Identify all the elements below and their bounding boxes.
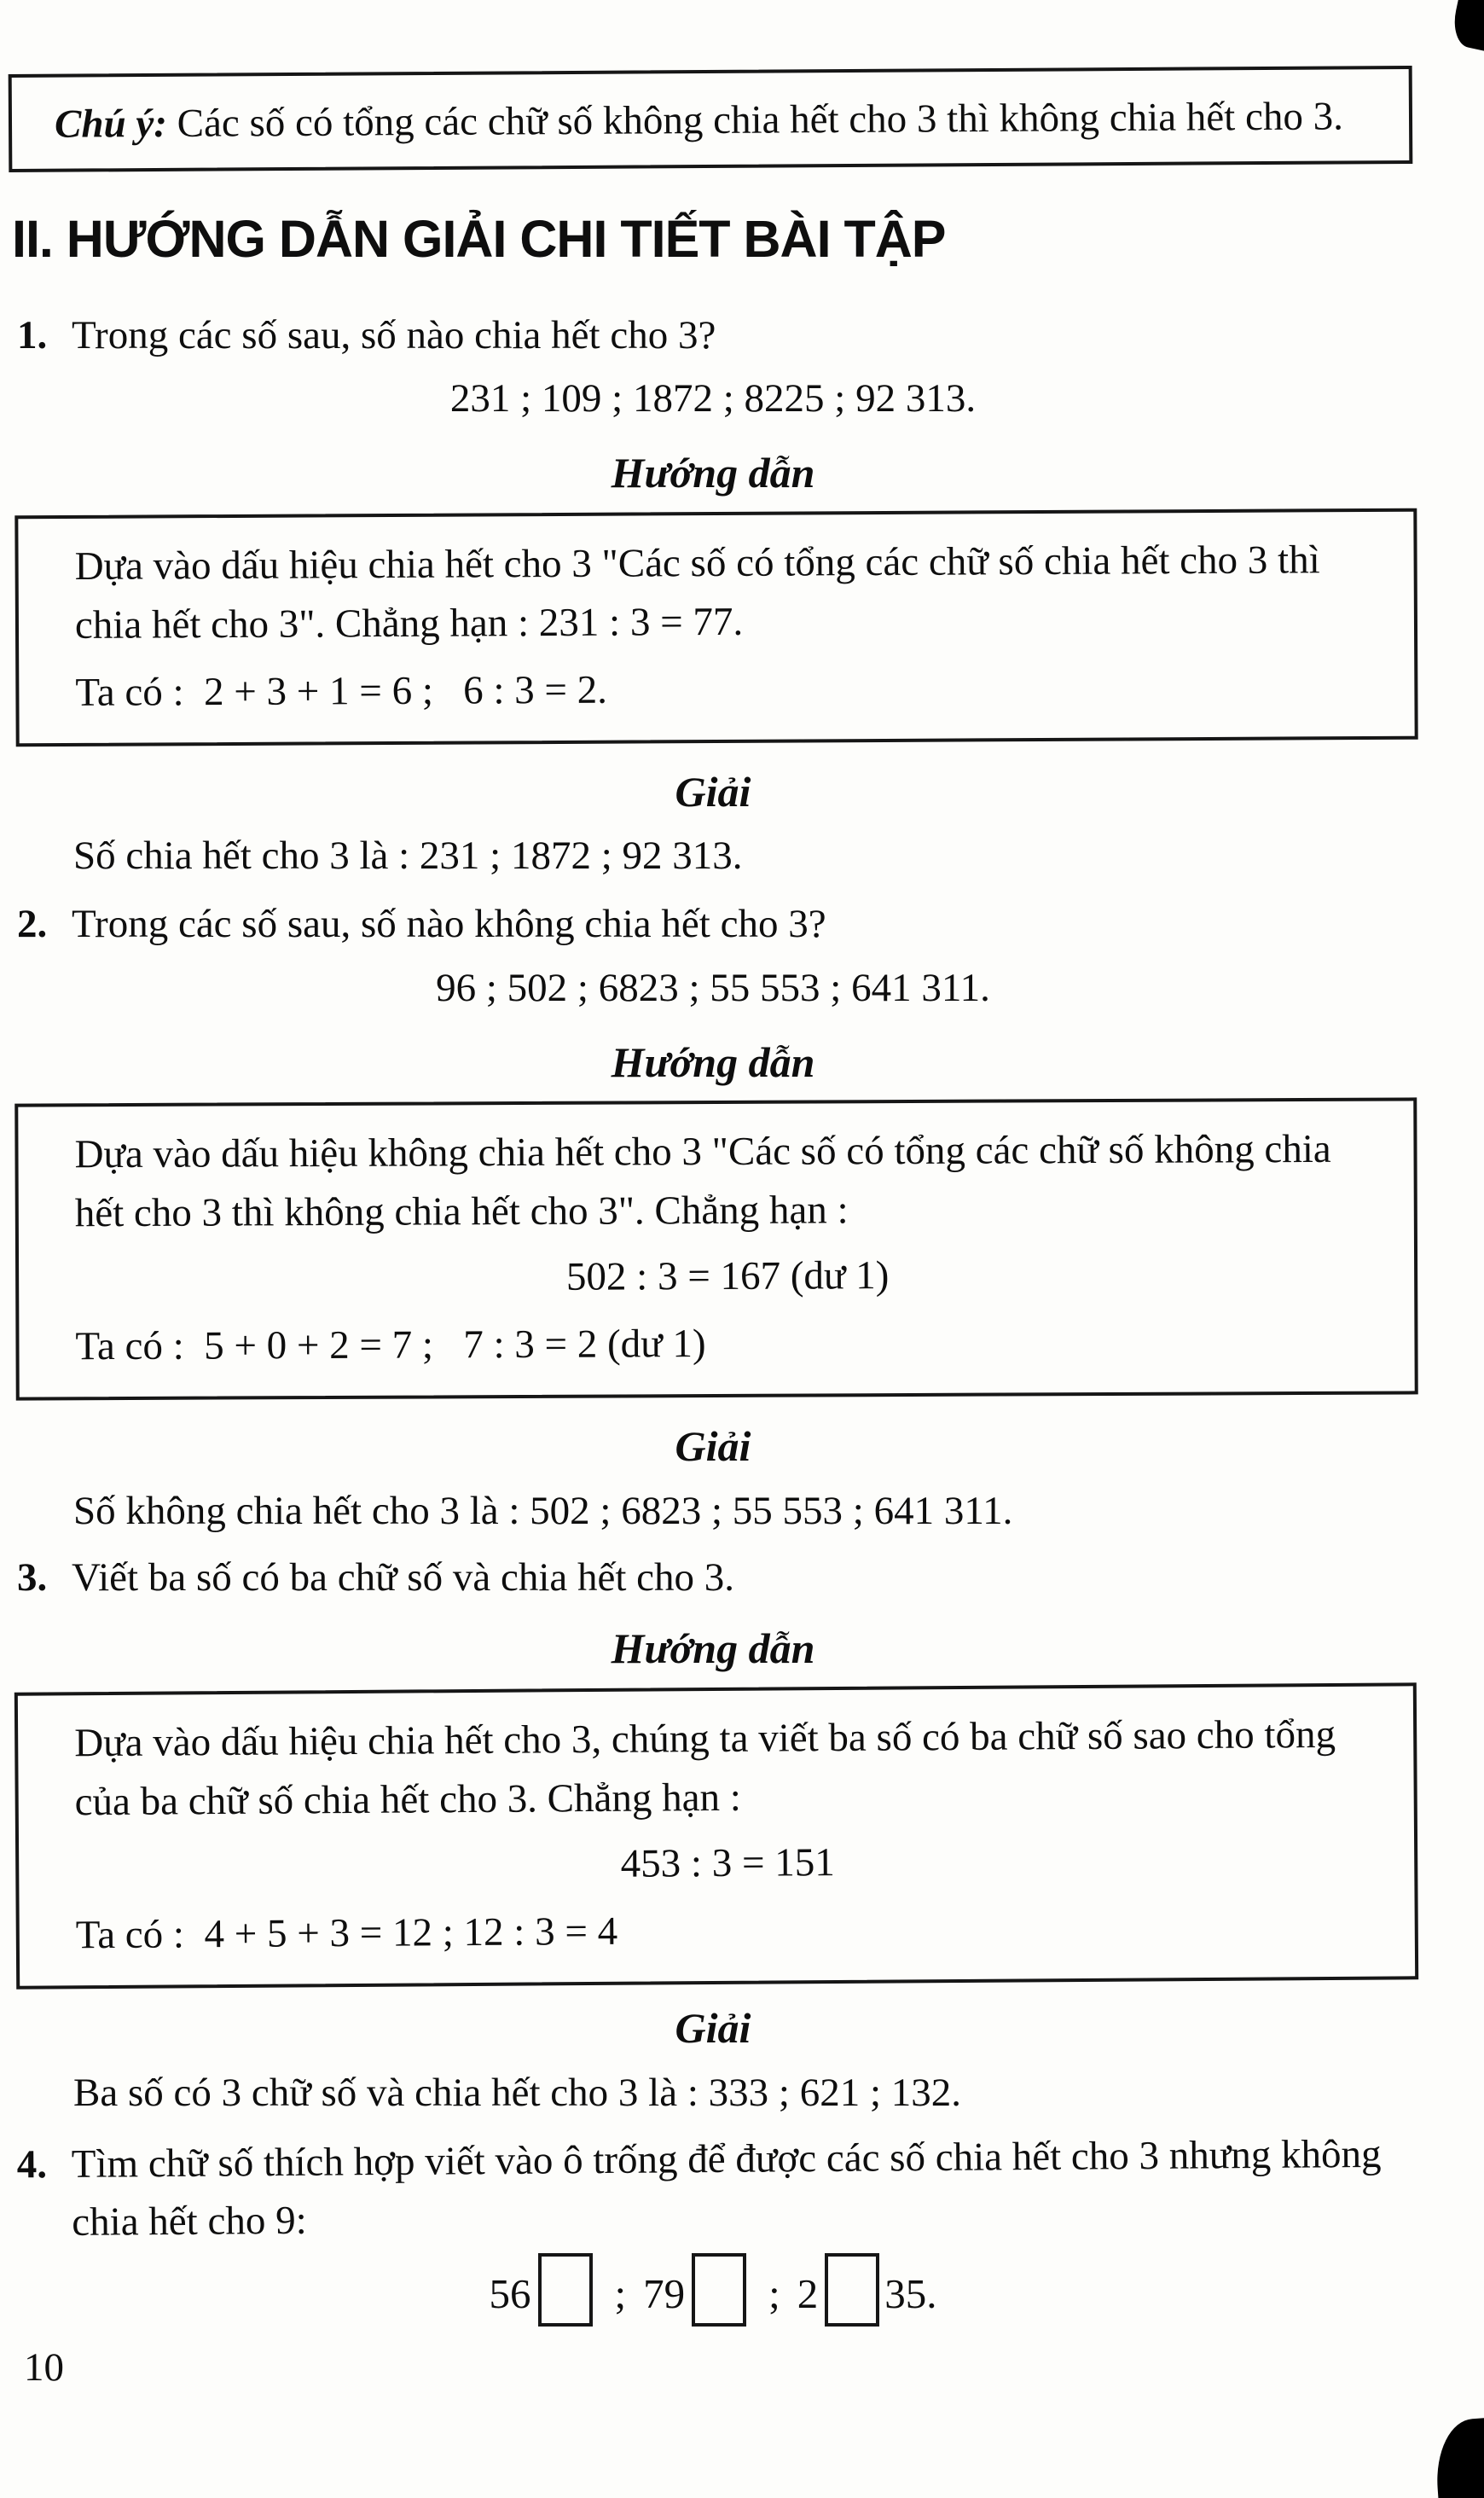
problem-4-blanks-line — [17, 2253, 1409, 2327]
note-body: Các số có tổng các chữ số không chia hết cho 3 thì không chia hết cho 3. — [177, 94, 1344, 146]
problem-4-question: Tìm chữ số thích hợp viết vào ô trống để được các số chia hết cho 3 nhưng không chia hết cho 9: — [71, 2131, 1382, 2245]
solution-heading-3: Giải — [675, 2004, 751, 2053]
guide-heading-2: Hướng dẫn — [611, 1037, 815, 1086]
section-heading: II. HƯỚNG DẪN GIẢI CHI TIẾT BÀI TẬP — [12, 209, 946, 268]
blank-prefix-1: 56 — [489, 2270, 531, 2317]
guide-heading-1: Hướng dẫn — [611, 449, 815, 497]
problem-4-number: 4. — [16, 2141, 48, 2187]
blank-separator-1: ; — [614, 2270, 627, 2317]
blank-box-3[interactable] — [825, 2253, 879, 2327]
blank-box-2[interactable] — [692, 2253, 746, 2327]
problem-3 — [17, 1548, 1409, 1606]
problem-2 — [17, 895, 1409, 953]
blank-prefix-2: 79 — [643, 2270, 686, 2317]
scan-artifact-top-right-icon — [1449, 0, 1484, 51]
problem-4 — [16, 2124, 1409, 2251]
guide-3-intro: Dựa vào dấu hiệu chia hết cho 3, chúng ta viết ba số có ba chữ số sao cho tổng của ba chữ số chia hết cho 3. Chẳng hạn : — [74, 1711, 1346, 1825]
solution-3-text: Ba số có 3 chữ số và chia hết cho 3 là : 333 ; 621 ; 132. — [73, 2070, 961, 2115]
scan-artifact-bottom-right-icon — [1433, 2418, 1484, 2498]
guide-box-1 — [14, 508, 1417, 746]
guide-1-work: Ta có : 2 + 3 + 1 = 6 ; 6 : 3 = 2. — [75, 667, 608, 715]
problem-2-question: Trong các số sau, số nào không chia hết cho 3? — [72, 902, 826, 947]
blank-tail: 35. — [884, 2270, 937, 2317]
note-box — [9, 66, 1413, 172]
guide-3-work: Ta có : 4 + 5 + 3 = 12 ; 12 : 3 = 4 — [75, 1908, 618, 1958]
guide-heading-3: Hướng dẫn — [611, 1624, 815, 1673]
solution-1-text: Số chia hết cho 3 là : 231 ; 1872 ; 92 313. — [73, 834, 743, 879]
page-number: 10 — [24, 2345, 64, 2391]
problem-2-number-list: 96 ; 502 ; 6823 ; 55 553 ; 641 311. — [436, 965, 990, 1010]
guide-box-3 — [14, 1682, 1418, 1990]
blank-box-1[interactable] — [538, 2253, 593, 2327]
guide-1-intro: Dựa vào dấu hiệu chia hết cho 3 "Các số có tổng các chữ số chia hết cho 3 thì chia hết cho 3". Chẳng hạn : 231 : 3 = 77. — [74, 537, 1330, 648]
guide-box-2 — [14, 1098, 1418, 1401]
guide-2-work: Ta có : 5 + 0 + 2 = 7 ; 7 : 3 = 2 (dư 1) — [75, 1322, 706, 1369]
guide-3-example: 453 : 3 = 151 — [620, 1839, 835, 1886]
solution-heading-2: Giải — [675, 1422, 751, 1471]
guide-2-example: 502 : 3 = 167 (dư 1) — [565, 1253, 890, 1300]
guide-2-intro: Dựa vào dấu hiệu không chia hết cho 3 "Các số có tổng các chữ số không chia hết cho 3 thì không chia hết cho 3". Chẳng hạn : — [74, 1126, 1342, 1236]
problem-3-number: 3. — [17, 1555, 48, 1600]
note-title: Chú ý: — [54, 101, 168, 147]
solution-2-text: Số không chia hết cho 3 là : 502 ; 6823 ; 55 553 ; 641 311. — [73, 1488, 1013, 1533]
note-paragraph — [55, 88, 1373, 153]
problem-2-number: 2. — [17, 902, 48, 947]
problem-3-question: Viết ba số có ba chữ số và chia hết cho 3. — [72, 1555, 735, 1600]
problem-1-question: Trong các số sau, số nào chia hết cho 3? — [72, 312, 716, 357]
blank-separator-2: ; — [768, 2270, 780, 2317]
blank-prefix-3: 2 — [797, 2270, 819, 2317]
solution-heading-1: Giải — [675, 767, 751, 816]
problem-1 — [17, 306, 1409, 364]
problem-1-number-list: 231 ; 109 ; 1872 ; 8225 ; 92 313. — [449, 375, 977, 421]
problem-1-number: 1. — [17, 312, 48, 357]
